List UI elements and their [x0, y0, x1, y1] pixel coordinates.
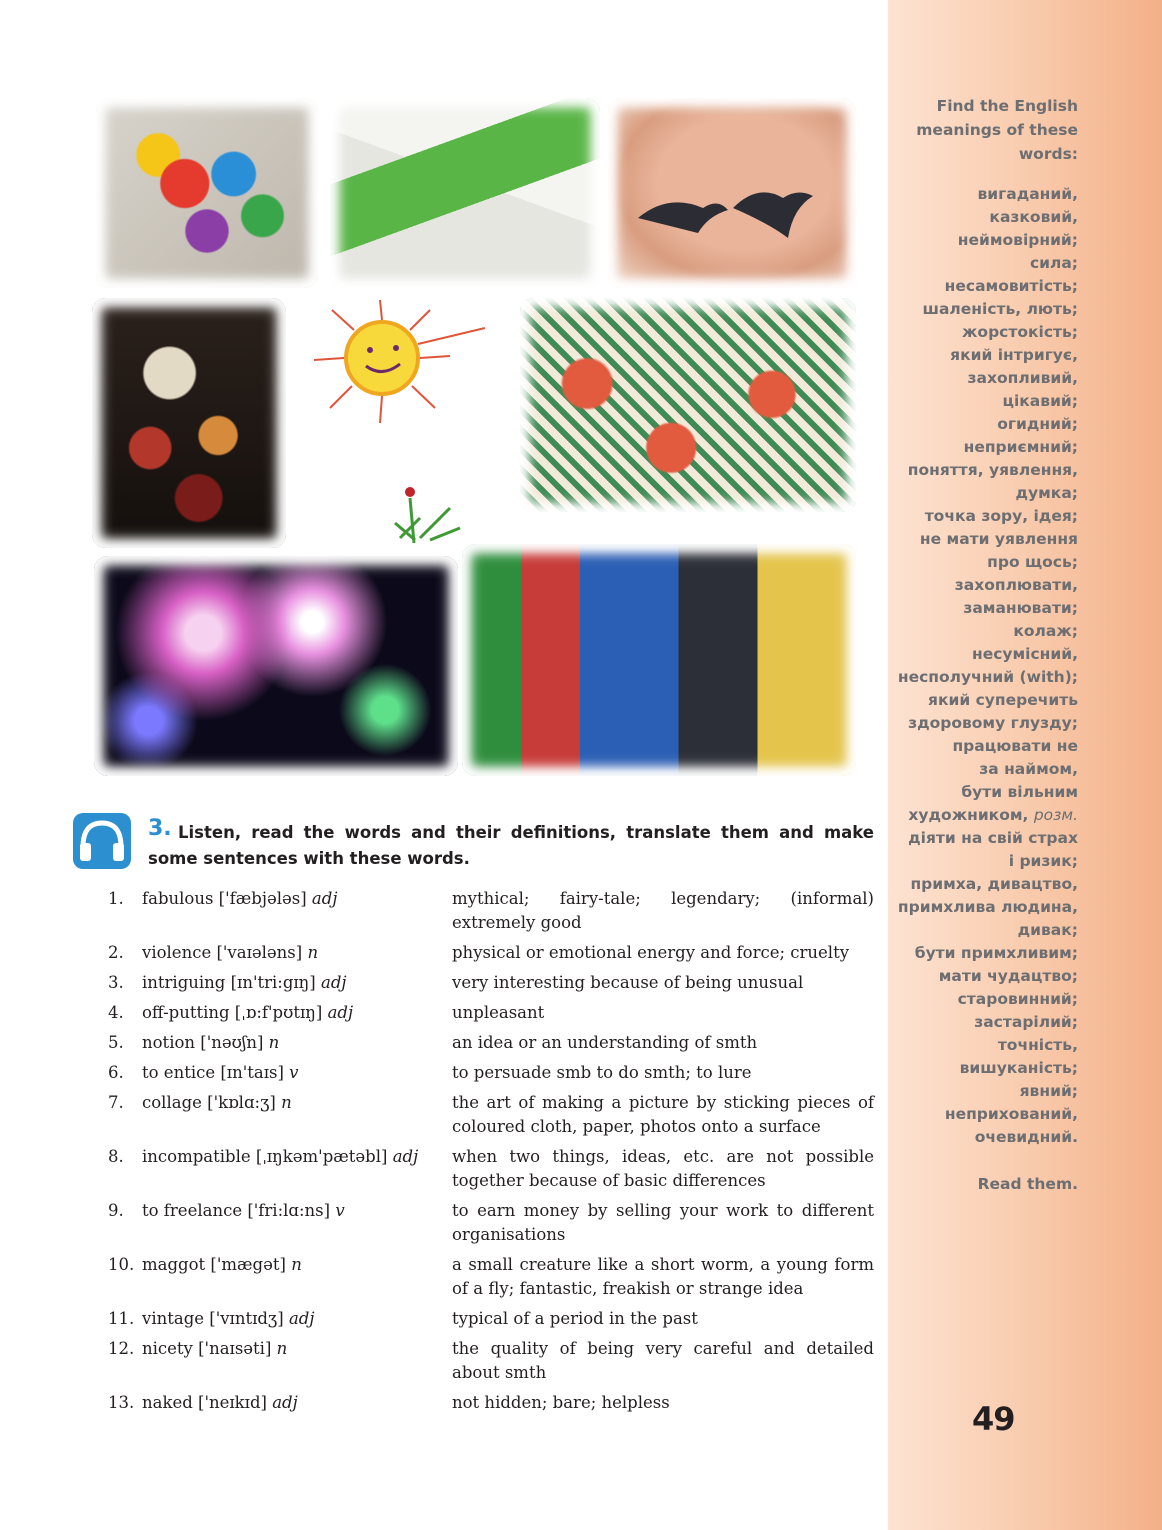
word-number: 3. [108, 973, 124, 992]
word-term: collage ['kɒlɑ:ʒ] n [142, 1093, 292, 1112]
sidebar-vocab-line: неймовірний; [957, 231, 1078, 249]
word-term: to freelance ['fri:lɑ:ns] v [142, 1201, 345, 1220]
word-part-of-speech: n [291, 1255, 302, 1274]
word-number: 11. [108, 1309, 135, 1328]
word-part-of-speech: n [268, 1033, 280, 1052]
sidebar-vocab-line: заманювати; [963, 599, 1078, 617]
mural-photo [96, 98, 318, 288]
word-definition: to persuade smb to do smth; to lure [452, 1063, 752, 1082]
word-row [108, 1391, 874, 1415]
sidebar-vocab-line: сила; [1029, 254, 1078, 272]
sidebar-vocab-line: точність, [997, 1036, 1078, 1054]
sidebar-heading [848, 94, 1078, 166]
sidebar-vocab-line: який інтригує, [950, 346, 1078, 364]
sidebar-vocab-line: який суперечить [928, 691, 1078, 709]
word-part-of-speech: v [335, 1201, 345, 1220]
word-part-of-speech: adj [392, 1147, 419, 1166]
sidebar-vocab-line: дивак; [1017, 921, 1078, 939]
exercise-instruction: Listen, read the words and their definitions, translate them and make some sentences with these words. [148, 823, 874, 868]
headphones-icon [73, 813, 131, 869]
word-term: intriguing [ɪn'tri:gɪŋ] adj [142, 973, 347, 992]
sidebar-vocab-line: колаж; [1013, 622, 1078, 640]
sidebar-vocab-line: і ризик; [1008, 852, 1078, 870]
word-part-of-speech: n [276, 1339, 288, 1358]
word-term: fabulous ['fæbjələs] adj [142, 889, 338, 908]
word-list [108, 887, 874, 1421]
word-term: incompatible [ˌɪŋkəm'pætəbl] adj [142, 1147, 419, 1166]
word-part-of-speech: adj [288, 1309, 315, 1328]
pottery-photo [520, 298, 856, 512]
word-row [108, 1337, 874, 1385]
flower-still-life-photo [92, 298, 286, 548]
word-term: naked ['neɪkɪd] adj [142, 1393, 298, 1412]
sidebar-vocab-line: жорстокість; [962, 323, 1078, 341]
word-number: 1. [108, 889, 124, 908]
sidebar-heading-line: meanings of these [916, 121, 1078, 139]
word-part-of-speech: adj [272, 1393, 298, 1412]
word-part-of-speech: adj [327, 1003, 354, 1022]
word-number: 6. [108, 1063, 124, 1082]
sidebar-vocab-line: художником, розм. [908, 806, 1078, 824]
word-part-of-speech: v [289, 1063, 299, 1082]
word-row [108, 1199, 874, 1247]
sidebar-vocab-line: шаленість, лють; [922, 300, 1078, 318]
page-number: 49 [972, 1400, 1015, 1438]
sidebar-vocab-line: очевидний. [974, 1128, 1078, 1146]
word-row [108, 941, 874, 965]
word-part-of-speech: adj [320, 973, 347, 992]
word-definition: typical of a period in the past [452, 1309, 698, 1328]
word-row [108, 1253, 874, 1301]
sidebar-vocab-line: явний; [1019, 1082, 1078, 1100]
word-definition: when two things, ideas, etc. are not possible together because of basic differences [452, 1147, 874, 1190]
sidebar-vocab-line: думка; [1015, 484, 1078, 502]
word-number: 7. [108, 1093, 124, 1112]
word-number: 5. [108, 1033, 124, 1052]
sidebar-vocab-line: неприхований, [944, 1105, 1078, 1123]
word-row [108, 1001, 874, 1025]
sidebar-vocab-line: вигаданий, [977, 185, 1078, 203]
word-term: to entice [ɪn'taɪs] v [142, 1063, 299, 1082]
sidebar-vocab-line: несполучний (with); [897, 668, 1078, 686]
word-row [108, 1145, 874, 1193]
sidebar-vocab-line: вишуканість; [959, 1059, 1078, 1077]
word-definition: very interesting because of being unusual [452, 973, 804, 992]
sidebar-vocab-label: розм. [1033, 806, 1078, 824]
sidebar-vocab-line: несумісний, [971, 645, 1078, 663]
sidebar-vocab-line: захопливий, [967, 369, 1078, 387]
sidebar-vocab-list [848, 183, 1078, 1149]
word-row [108, 1061, 874, 1085]
word-definition: a small creature like a short worm, a young form of a fly; fantastic, freakish or strange idea [452, 1255, 874, 1298]
sidebar-vocab-line: захоплювати, [954, 576, 1078, 594]
sidebar-vocab-line: бути примхливим; [914, 944, 1078, 962]
sun-drawing [300, 298, 500, 468]
word-definition: the quality of being very careful and detailed about smth [452, 1339, 874, 1382]
sidebar-vocab-line: примхлива людина, [897, 898, 1078, 916]
sidebar-vocab-line: здоровому глузду; [908, 714, 1078, 732]
flower-drawing [380, 478, 470, 548]
word-term: nicety ['naɪsəti] n [142, 1339, 288, 1358]
word-number: 4. [108, 1003, 124, 1022]
sidebar-vocab-line: застарілий; [974, 1013, 1078, 1031]
fireworks-photo [94, 556, 458, 776]
word-number: 8. [108, 1147, 124, 1166]
word-number: 2. [108, 943, 124, 962]
superheroes-photo [462, 544, 856, 776]
word-definition: unpleasant [452, 1003, 545, 1022]
booklet-photo [330, 98, 600, 288]
word-row [108, 887, 874, 935]
word-term: violence ['vaɪələns] n [142, 943, 319, 962]
sidebar-vocab-line: цікавий; [1002, 392, 1078, 410]
word-number: 9. [108, 1201, 124, 1220]
word-definition: to earn money by selling your work to different organisations [452, 1201, 874, 1244]
word-row [108, 1307, 874, 1331]
sidebar-vocab-line: огидний; [997, 415, 1078, 433]
word-row [108, 971, 874, 995]
sidebar-vocab-line: не мати уявлення [919, 530, 1078, 548]
exercise-number: 3. [148, 816, 172, 841]
word-number: 10. [108, 1255, 135, 1274]
word-number: 12. [108, 1339, 135, 1358]
word-row [108, 1091, 874, 1139]
sidebar-vocab-line: мати чудацтво; [938, 967, 1078, 985]
word-term: vintage ['vɪntɪdʒ] adj [142, 1309, 315, 1328]
sidebar-heading-line: words: [1018, 145, 1078, 163]
sidebar-read-instruction: Read them. [977, 1175, 1078, 1193]
word-definition: physical or emotional energy and force; cruelty [452, 943, 850, 962]
word-definition: an idea or an understanding of smth [452, 1033, 758, 1052]
word-number: 13. [108, 1393, 135, 1412]
tattoo-photo [608, 98, 856, 288]
word-part-of-speech: n [281, 1093, 292, 1112]
sidebar-vocab-line: про щось; [987, 553, 1078, 571]
sidebar-vocab-line: примха, дивацтво, [910, 875, 1078, 893]
word-definition: mythical; fairy-tale; legendary; (informal) extremely good [452, 889, 874, 932]
sidebar-vocab-line: старовинний; [957, 990, 1078, 1008]
word-part-of-speech: adj [311, 889, 338, 908]
sidebar-vocab-line: казковий, [989, 208, 1078, 226]
sidebar-vocab-line: поняття, уявлення, [907, 461, 1078, 479]
sidebar-heading-line: Find the English [936, 97, 1078, 115]
swallows-illustration [608, 98, 856, 288]
sidebar-vocab-line: неприємний; [963, 438, 1078, 456]
sidebar-vocab-line: працювати не [952, 737, 1078, 755]
sidebar-vocab-line: бути вільним [961, 783, 1078, 801]
sidebar-vocab-line: за наймом, [979, 760, 1078, 778]
word-part-of-speech: n [307, 943, 319, 962]
word-definition: not hidden; bare; helpless [452, 1393, 670, 1412]
sidebar-vocab-line: точка зору, ідея; [924, 507, 1078, 525]
sidebar-vocab-line: несамовитість; [944, 277, 1078, 295]
word-term: notion ['nəʊʃn] n [142, 1033, 280, 1052]
word-row [108, 1031, 874, 1055]
word-definition: the art of making a picture by sticking pieces of coloured cloth, paper, photos onto a surface [452, 1093, 874, 1136]
sidebar-vocab-line: діяти на свій страх [908, 829, 1078, 847]
word-term: maggot ['mægət] n [142, 1255, 302, 1274]
word-term: off-putting [ˌɒ:f'pʊtɪŋ] adj [142, 1003, 354, 1022]
